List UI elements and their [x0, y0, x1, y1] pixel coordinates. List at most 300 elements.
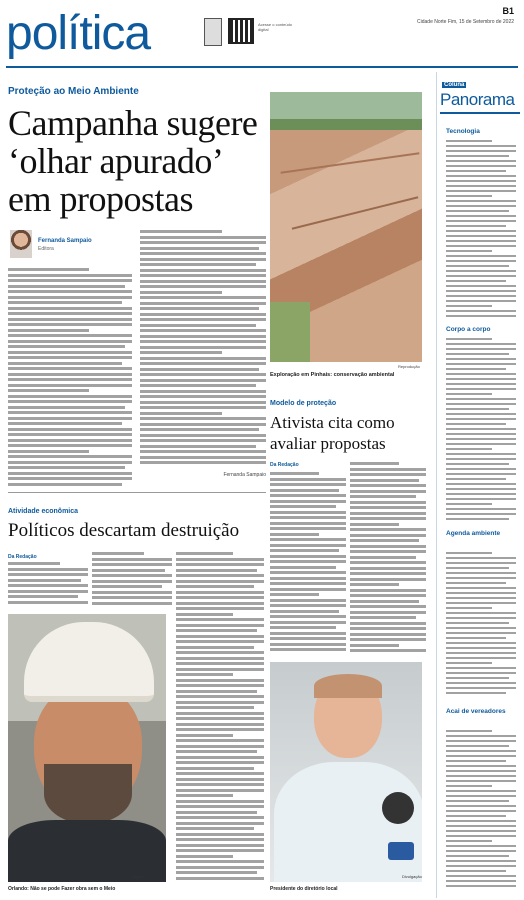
text-line: [350, 534, 426, 537]
text-line: [270, 505, 336, 508]
text-line: [446, 582, 506, 584]
text-line: [446, 607, 492, 609]
text-line: [446, 855, 509, 857]
text-line: [140, 434, 266, 437]
text-line: [8, 417, 132, 420]
text-line: [446, 180, 516, 182]
text-line: [140, 263, 256, 266]
text-line: [176, 833, 264, 836]
text-line: [176, 673, 233, 676]
text-line: [446, 830, 516, 832]
text-line: [140, 428, 259, 431]
text-line: [446, 835, 516, 837]
text-line: [270, 555, 346, 558]
text-line: [446, 315, 516, 317]
text-line: [446, 348, 516, 350]
column-label: Coluna: [444, 82, 465, 88]
text-line: [8, 318, 132, 321]
text-line: [176, 624, 264, 627]
text-line: [446, 453, 516, 455]
story2-body-column-1: [270, 472, 346, 654]
text-line: [176, 679, 264, 682]
text-line: [140, 247, 259, 250]
text-line: [270, 637, 346, 640]
text-line: [446, 687, 516, 689]
text-line: [446, 260, 516, 262]
text-line: [350, 572, 426, 575]
text-line: [270, 599, 346, 602]
sidebar-heading-1: Tecnologia: [446, 128, 480, 135]
text-line: [270, 472, 319, 475]
text-line: [270, 560, 346, 563]
text-line: [446, 572, 516, 574]
text-line: [270, 648, 346, 651]
text-line: [446, 562, 516, 564]
text-line: [176, 602, 264, 605]
text-line: [446, 780, 516, 782]
text-line: [446, 785, 492, 787]
text-line: [446, 552, 492, 554]
text-line: [446, 632, 516, 634]
text-line: [140, 340, 266, 343]
text-line: [176, 728, 264, 731]
text-line: [176, 646, 254, 649]
text-line: [176, 684, 264, 687]
text-line: [140, 285, 266, 288]
text-line: [140, 291, 222, 294]
story3-body-column-3: [176, 552, 264, 882]
text-line: [350, 490, 426, 493]
panorama-underline: [440, 112, 520, 114]
text-line: [446, 240, 516, 242]
text-line: [446, 508, 516, 510]
lead-signature: Fernanda Sampaio: [223, 472, 266, 478]
interviewee-photo: [270, 662, 422, 882]
text-line: [176, 657, 264, 660]
text-line: [446, 150, 516, 152]
text-line: [176, 690, 257, 693]
text-line: [446, 305, 492, 307]
page-info: [417, 6, 514, 25]
text-line: [140, 241, 266, 244]
lead-headline: Campanha sugere ‘olhar apurado’ em propostas: [8, 103, 258, 219]
text-line: [446, 195, 492, 197]
text-line: [8, 351, 132, 354]
text-line: [176, 750, 257, 753]
text-line: [446, 378, 516, 380]
text-line: [8, 367, 132, 370]
text-line: [176, 739, 264, 742]
qr-caption: Acesse o conteúdo digital: [258, 22, 293, 32]
photo-caption: Exploração em Pinhais: conservação ambiental: [270, 372, 395, 378]
text-line: [446, 730, 492, 732]
text-line: [446, 463, 509, 465]
text-line: [92, 569, 165, 572]
text-line: [446, 310, 516, 312]
text-line: [140, 439, 266, 442]
story3-byline: Da Redação: [8, 554, 37, 560]
text-line: [270, 593, 319, 596]
text-line: [446, 388, 516, 390]
text-line: [140, 368, 259, 371]
text-line: [140, 423, 266, 426]
text-line: [92, 558, 172, 561]
text-line: [446, 672, 516, 674]
story3-body-column-2: [92, 552, 172, 608]
microphone-icon: [382, 792, 414, 824]
text-line: [140, 274, 266, 277]
text-line: [446, 175, 516, 177]
photo-credit: Arquivo: [132, 874, 146, 879]
text-line: [446, 627, 516, 629]
sidebar-text-2: [446, 338, 516, 522]
text-line: [140, 329, 266, 332]
text-line: [446, 602, 516, 604]
text-line: [176, 849, 264, 852]
text-line: [350, 561, 426, 564]
text-line: [140, 302, 266, 305]
photo-credit: Reprodução: [398, 364, 420, 369]
text-line: [446, 343, 516, 345]
text-line: [446, 235, 516, 237]
text-line: [8, 584, 88, 587]
text-line: [446, 820, 516, 822]
text-line: [270, 571, 346, 574]
text-line: [446, 815, 506, 817]
text-line: [176, 800, 264, 803]
story2-byline: Da Redação: [270, 462, 299, 468]
text-line: [270, 500, 346, 503]
text-line: [446, 280, 506, 282]
text-line: [446, 300, 516, 302]
text-line: [8, 461, 132, 464]
text-line: [176, 558, 264, 561]
text-line: [446, 488, 516, 490]
text-line: [446, 577, 516, 579]
byline-name: Fernanda Sampaio: [38, 238, 92, 244]
text-line: [176, 662, 264, 665]
text-line: [176, 734, 233, 737]
text-line: [446, 637, 506, 639]
text-line: [176, 640, 264, 643]
text-line: [140, 236, 266, 239]
shirt: [8, 820, 166, 882]
text-line: [8, 312, 132, 315]
text-line: [8, 279, 132, 282]
text-line: [446, 428, 516, 430]
text-line: [176, 767, 254, 770]
text-line: [446, 413, 516, 415]
text-line: [446, 845, 516, 847]
text-line: [140, 357, 266, 360]
sidebar-heading-3: Agenda ambiente: [446, 530, 501, 537]
text-line: [140, 296, 266, 299]
text-line: [140, 252, 266, 255]
text-line: [140, 258, 266, 261]
text-line: [446, 160, 516, 162]
text-line: [176, 635, 264, 638]
text-line: [446, 662, 492, 664]
text-line: [446, 825, 516, 827]
story2-headline: Ativista cita como avaliar propostas: [270, 413, 395, 453]
text-line: [446, 795, 516, 797]
text-line: [176, 651, 264, 654]
text-line: [446, 592, 516, 594]
text-line: [350, 594, 426, 597]
text-line: [350, 550, 426, 553]
text-line: [270, 615, 346, 618]
lead-byline: [8, 230, 134, 260]
text-line: [8, 323, 132, 326]
text-line: [140, 313, 266, 316]
text-line: [446, 423, 506, 425]
text-line: [270, 621, 346, 624]
text-line: [446, 190, 516, 192]
text-line: [446, 493, 516, 495]
text-line: [446, 805, 516, 807]
text-line: [446, 363, 516, 365]
text-line: [92, 591, 172, 594]
text-line: [176, 756, 264, 759]
text-line: [176, 772, 264, 775]
text-line: [446, 290, 516, 292]
text-line: [140, 230, 222, 233]
text-line: [140, 417, 266, 420]
text-line: [8, 356, 132, 359]
text-line: [350, 600, 419, 603]
text-line: [350, 556, 416, 559]
text-line: [446, 682, 516, 684]
text-line: [8, 590, 88, 593]
text-line: [446, 875, 516, 877]
text-line: [176, 723, 264, 726]
text-line: [270, 533, 319, 536]
text-line: [446, 735, 516, 737]
text-line: [350, 528, 426, 531]
text-line: [446, 567, 509, 569]
text-line: [350, 611, 426, 614]
text-line: [270, 494, 346, 497]
beard: [44, 764, 132, 824]
text-line: [92, 580, 172, 583]
text-line: [446, 215, 516, 217]
sidebar-text-4: [446, 730, 516, 890]
text-line: [270, 489, 339, 492]
text-line: [8, 562, 60, 565]
text-line: [350, 578, 426, 581]
text-line: [446, 765, 516, 767]
text-line: [8, 573, 88, 576]
text-line: [8, 329, 89, 332]
text-line: [446, 145, 516, 147]
text-line: [270, 632, 346, 635]
photo-caption: Presidente do diretório local: [270, 886, 338, 892]
sidebar-text-1: [446, 140, 516, 318]
lead-body-column-1: [8, 268, 132, 486]
text-line: [8, 450, 89, 453]
text-line: [176, 860, 264, 863]
text-line: [8, 340, 132, 343]
text-line: [176, 580, 264, 583]
text-line: [176, 816, 264, 819]
text-line: [140, 445, 256, 448]
text-line: [270, 582, 346, 585]
text-line: [270, 549, 339, 552]
text-line: [350, 506, 426, 509]
text-line: [176, 811, 257, 814]
text-line: [446, 642, 516, 644]
qr-code-icon: [228, 18, 254, 44]
text-line: [176, 591, 264, 594]
text-line: [8, 345, 125, 348]
text-line: [446, 433, 516, 435]
text-line: [140, 269, 266, 272]
text-line: [350, 468, 426, 471]
worker-photo: [8, 614, 166, 882]
story3-headline: Políticos descartam destruição: [8, 520, 240, 541]
text-line: [350, 567, 426, 570]
text-line: [8, 477, 132, 480]
text-line: [446, 755, 516, 757]
text-line: [446, 677, 509, 679]
text-line: [446, 850, 516, 852]
text-line: [350, 605, 426, 608]
text-line: [140, 412, 222, 415]
text-line: [8, 274, 132, 277]
section-title: política: [6, 7, 151, 60]
text-line: [176, 695, 264, 698]
text-line: [8, 466, 125, 469]
text-line: [446, 617, 516, 619]
text-line: [8, 384, 132, 387]
text-line: [270, 544, 346, 547]
text-line: [350, 644, 399, 647]
story2-body-column-2: [350, 462, 426, 654]
lead-divider: [8, 492, 266, 493]
text-line: [350, 616, 416, 619]
text-line: [140, 384, 256, 387]
text-line: [176, 783, 264, 786]
text-line: [176, 574, 264, 577]
text-line: [140, 346, 266, 349]
text-line: [350, 479, 419, 482]
lead-kicker: Proteção ao Meio Ambiente: [8, 86, 139, 97]
text-line: [446, 245, 516, 247]
text-line: [8, 579, 81, 582]
text-line: [176, 563, 264, 566]
dateline: Cidade Norte Fim, 15 de Setembro de 2022: [417, 19, 514, 25]
text-line: [446, 140, 492, 142]
text-line: [8, 433, 132, 436]
text-line: [176, 745, 264, 748]
text-line: [446, 880, 516, 882]
text-line: [140, 318, 266, 321]
text-line: [446, 745, 509, 747]
text-line: [446, 667, 516, 669]
text-line: [446, 810, 516, 812]
text-line: [8, 285, 125, 288]
text-line: [8, 483, 122, 486]
text-line: [350, 495, 416, 498]
text-line: [446, 468, 516, 470]
text-line: [176, 822, 264, 825]
text-line: [176, 871, 257, 874]
text-line: [8, 378, 132, 381]
text-line: [446, 647, 516, 649]
text-line: [446, 840, 492, 842]
text-line: [446, 285, 516, 287]
text-line: [350, 622, 426, 625]
text-line: [92, 574, 172, 577]
text-line: [176, 618, 264, 621]
text-line: [8, 268, 89, 271]
text-line: [270, 643, 346, 646]
photo-caption: Orlando: Não se pode Fazer obra sem o Meio: [8, 886, 116, 892]
text-line: [92, 552, 144, 555]
text-line: [446, 760, 506, 762]
text-line: [446, 513, 516, 515]
text-line: [350, 649, 426, 652]
author-avatar: [10, 230, 32, 258]
text-line: [8, 428, 132, 431]
text-line: [270, 527, 346, 530]
text-line: [176, 552, 233, 555]
text-line: [8, 373, 132, 376]
text-line: [140, 456, 266, 459]
text-line: [8, 290, 132, 293]
text-line: [446, 865, 516, 867]
text-line: [8, 411, 132, 414]
text-line: [176, 629, 257, 632]
text-line: [8, 568, 88, 571]
text-line: [446, 403, 516, 405]
text-line: [446, 165, 516, 167]
text-line: [446, 220, 516, 222]
text-line: [350, 462, 399, 465]
text-line: [446, 155, 509, 157]
text-line: [446, 205, 516, 207]
text-line: [92, 596, 172, 599]
text-line: [446, 478, 506, 480]
text-line: [8, 334, 132, 337]
text-line: [140, 390, 266, 393]
text-line: [446, 597, 516, 599]
text-line: [446, 185, 516, 187]
text-line: [8, 406, 125, 409]
text-line: [350, 545, 426, 548]
vegetation: [270, 302, 310, 362]
text-line: [350, 512, 426, 515]
text-line: [176, 844, 264, 847]
text-line: [270, 483, 346, 486]
text-line: [350, 589, 426, 592]
text-line: [8, 301, 122, 304]
text-line: [446, 622, 509, 624]
text-line: [140, 395, 266, 398]
text-line: [446, 255, 516, 257]
text-line: [176, 701, 264, 704]
text-line: [8, 472, 132, 475]
text-line: [446, 885, 516, 887]
text-line: [176, 827, 254, 830]
text-line: [446, 368, 506, 370]
text-line: [446, 358, 516, 360]
text-line: [140, 450, 266, 453]
text-line: [176, 607, 264, 610]
text-line: [270, 511, 346, 514]
text-line: [176, 613, 233, 616]
text-line: [446, 383, 516, 385]
